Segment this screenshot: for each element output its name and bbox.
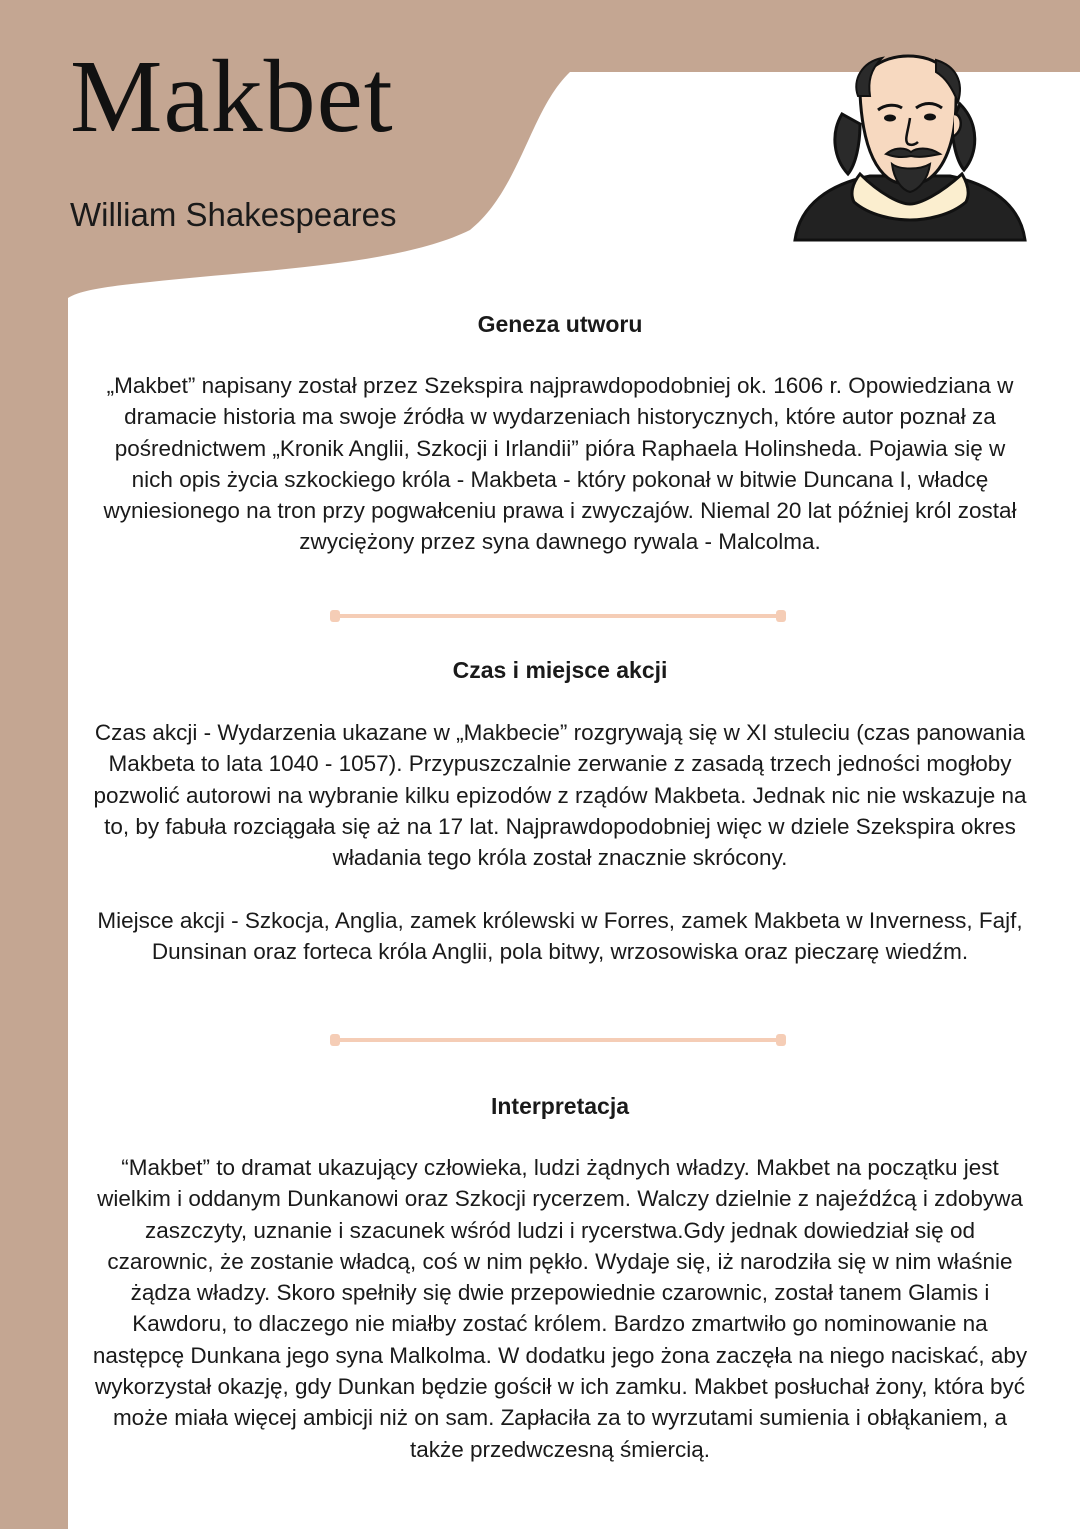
section-divider: [328, 1030, 788, 1050]
section-heading-genesis: Geneza utworu: [477, 311, 643, 337]
shakespeare-portrait-icon: [790, 44, 1030, 244]
section-divider: [328, 606, 788, 626]
page-title: Makbet: [70, 39, 394, 154]
section-text-genesis: „Makbet” napisany został przez Szekspira najprawdopodobniej ok. 1606 r. Opowiedziana w dramacie historia ma swoje źródła w wydarzeniach historycznych, które autor poznał za pośrednictwem „Kronik Anglii, Szkocji i Irlandii” pióra Raphaela Holinsheda. Pojawia się w nich opis życia szkockiego króla - Makbeta - który pokonał w bitwie Duncana I, władcę wyniesionego na tron przy pogwałceniu prawa i zwyczajów. Niemal 20 lat później król został zwyciężony przez syna dawnego rywala - Malcolma.: [103, 373, 1017, 555]
section-heading-time-place: Czas i miejsce akcji: [452, 657, 668, 683]
section-text-interpretation: “Makbet” to dramat ukazujący człowieka, ludzi żądnych władzy. Makbet na początku jest wielkim i oddanym Dunkanowi oraz Szkocji rycerzem. Walczy dzielnie z najeźdźcą i zdobywa zaszczyty, uznanie i szacunek wśród ludzi i rycerstwa.Gdy jednak dowiedział się od czarownic, że zostanie władcą, coś w nim pękło. Wydaje się, iż narodziła się w nim właśnie żądza władzy. Skoro spełniły się dwie przepowiednie czarownic, został tanem Glamis i Kawdoru, to dlaczego nie miałby zostać królem. Bardzo zmartwiło go nominowanie na następcę Dunkana jego syna Malkolma. W dodatku jego żona zaczęła na niego naciskać, aby wykorzystał okazję, gdy Dunkan będzie gościł w ich zamku. Makbet posłuchał żony, która być może miała więcej ambicji niż on sam. Zapłaciła za to wyrzutami sumienia i obłąkaniem, a także przedwczesną śmiercią.: [92, 1155, 1028, 1462]
author-name: William Shakespeares: [70, 196, 397, 233]
section-text-time: Czas akcji - Wydarzenia ukazane w „Makbecie” rozgrywają się w XI stuleciu (czas panowania Makbeta to lata 1040 - 1057). Przypuszczalnie zerwanie z zasadą trzech jedności mogłoby pozwolić autorowi na wybranie kilku epizodów z rządów Makbeta. Jednak nic nie wskazuje na to, by fabuła rozciągała się aż na 17 lat. Najprawdopodobniej więc w dziele Szekspira okres władania tego króla został znacznie skrócony.: [93, 720, 1027, 871]
section-text-place: Miejsce akcji - Szkocja, Anglia, zamek królewski w Forres, zamek Makbeta w Inverness, Fajf, Dunsinan oraz forteca króla Anglii, pola bitwy, wrzosowiska oraz pieczarę wiedźm.: [97, 908, 1023, 965]
section-heading-interpretation: Interpretacja: [490, 1093, 630, 1119]
